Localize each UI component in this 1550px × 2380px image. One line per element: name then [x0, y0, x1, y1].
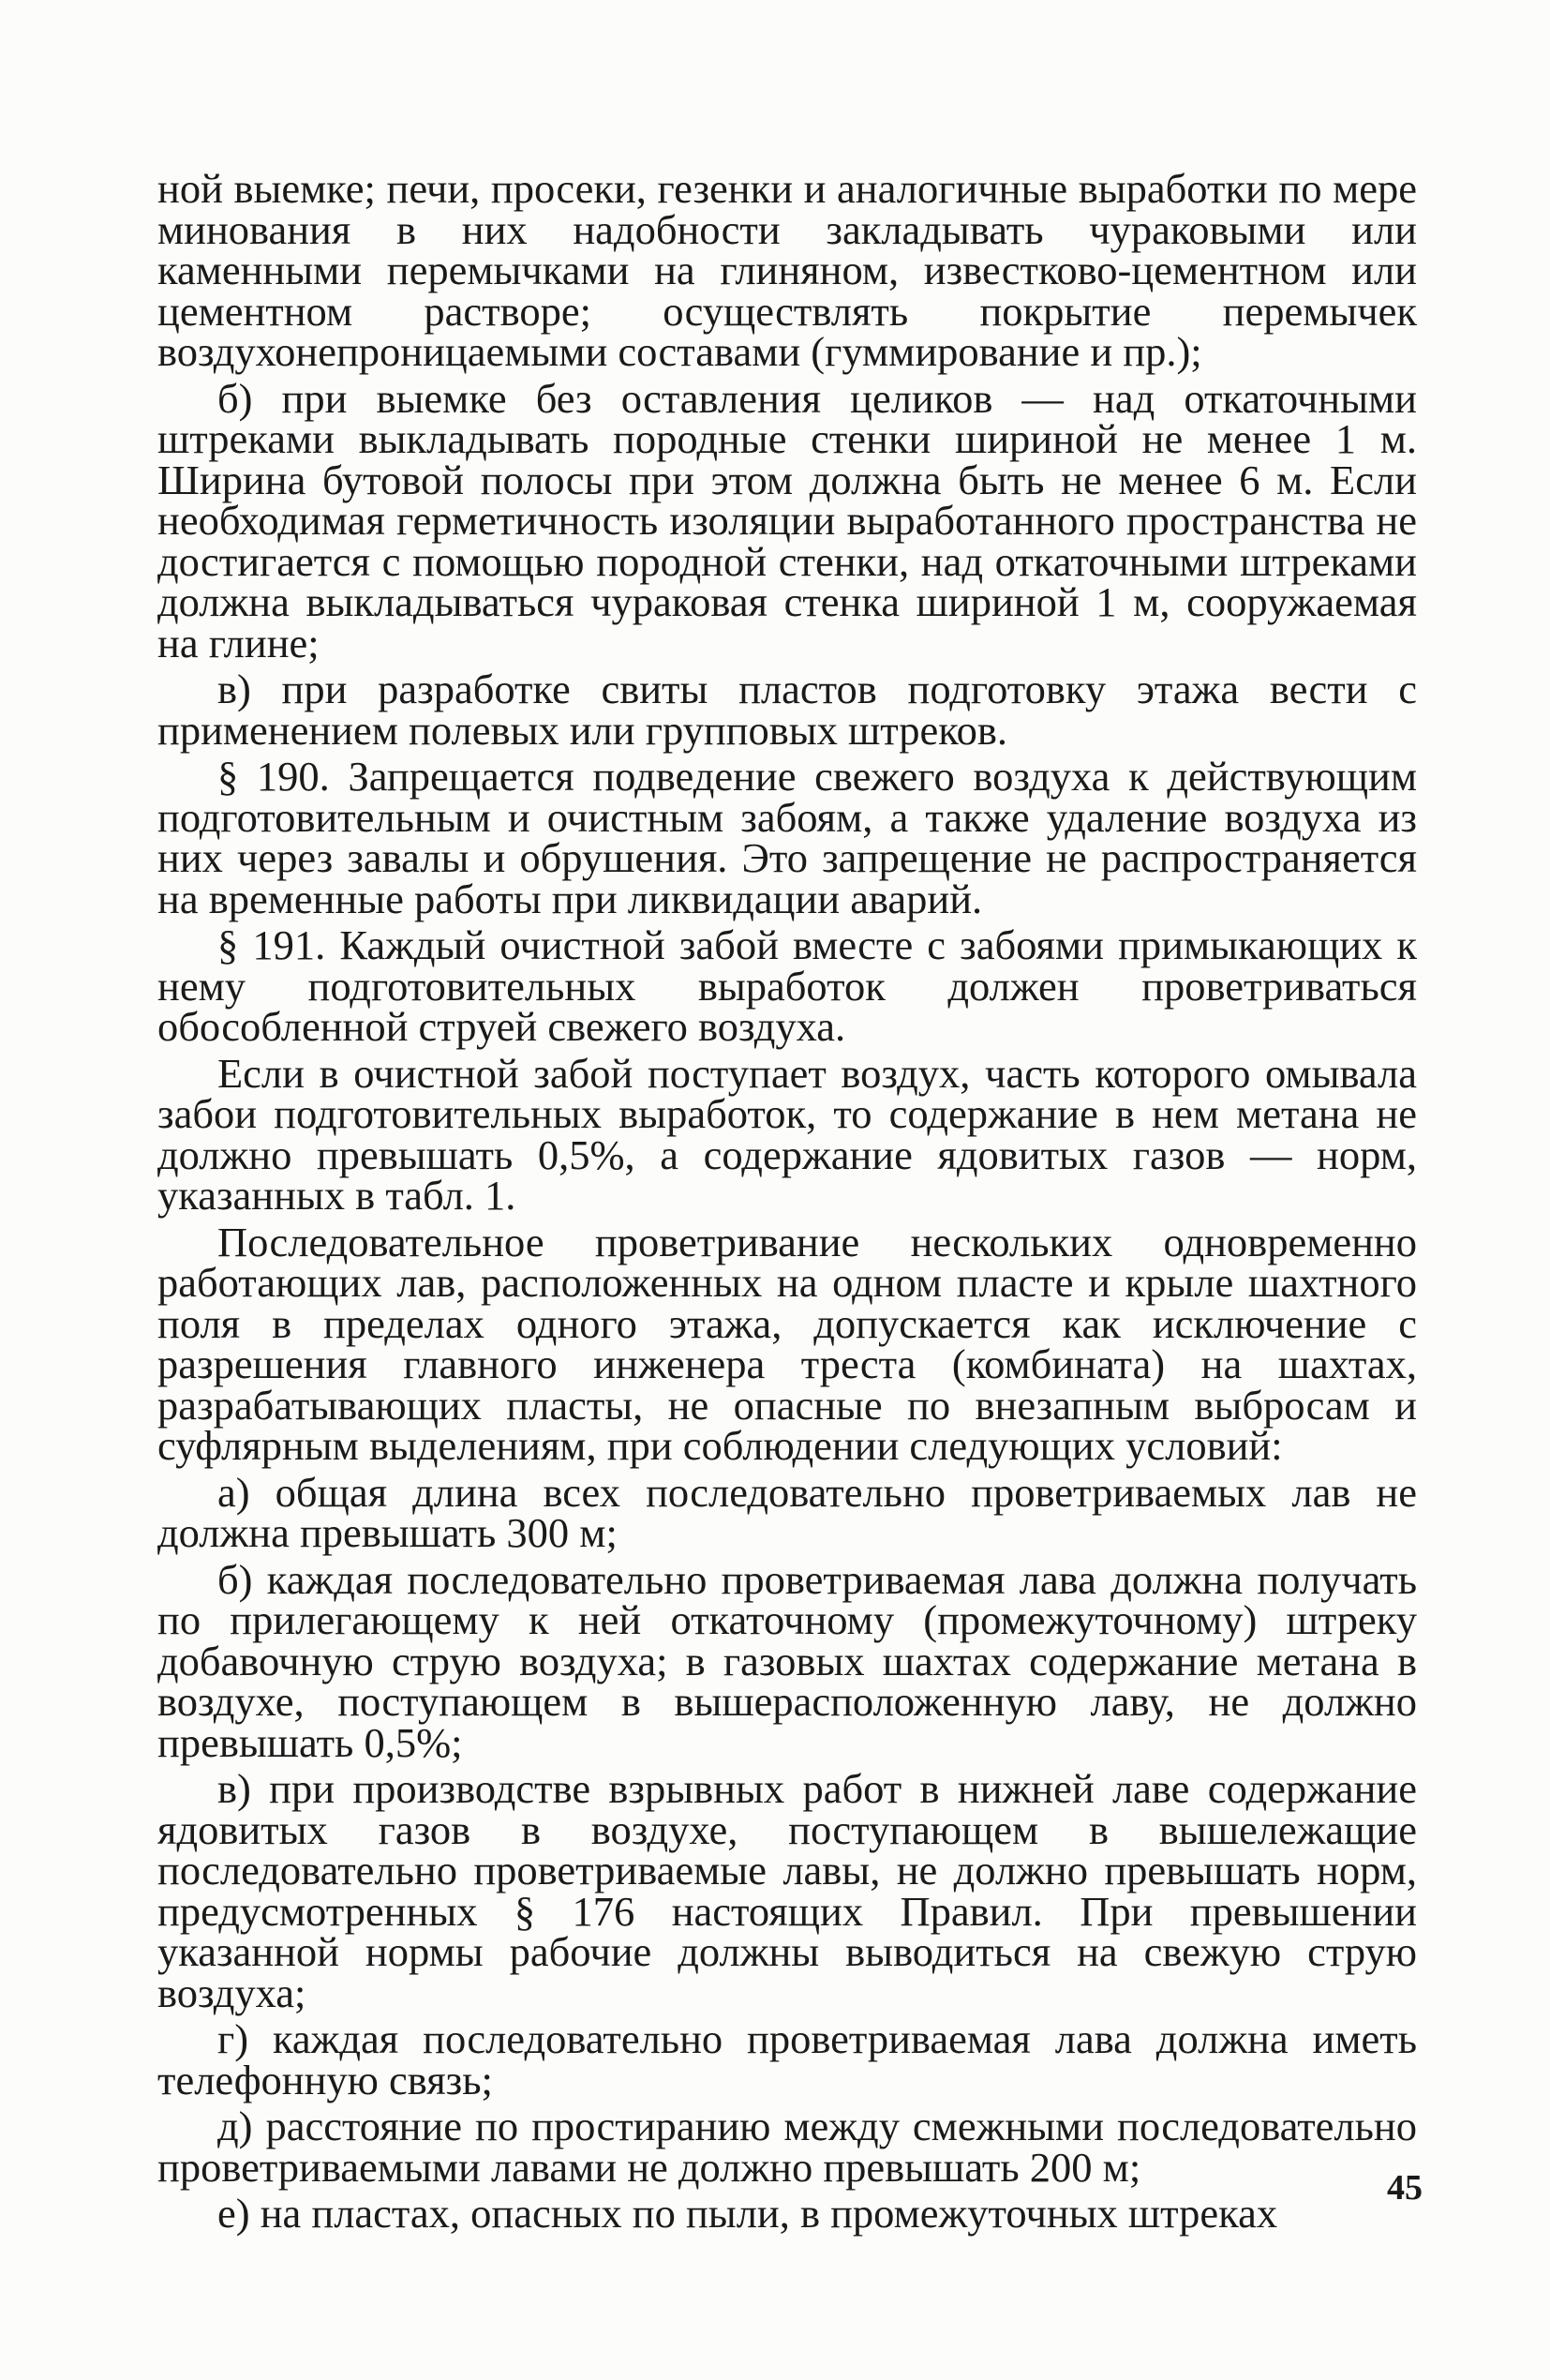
- page-number: 45: [1387, 2168, 1423, 2208]
- paragraph-condition-g: г) каждая последовательно проветриваемая лава должна иметь телефонную связь;: [157, 2015, 1417, 2103]
- paragraph-item-b: б) при выемке без оставления целиков — над откаточными штреками выкладывать породные стенки шириной не менее 1 м. Ширина бутовой полосы при этом должна быть не менее 6 м. Если необходимая герметичность изоляции выработанного пространства не достигается с помощью породной стенки, над откаточными штреками должна выкладываться чураковая стенка шириной 1 м, сооружаемая на глине;: [157, 374, 1417, 666]
- paragraph-item-v: в) при разработке свиты пластов подготовку этажа вести с применением полевых или групповых штреков.: [157, 666, 1417, 754]
- paragraph-methane-limit: Если в очистной забой поступает воздух, часть которого омывала забои подготовительных выработок, то содержание в нем метана не должно превышать 0,5%, а содержание ядовитых газов — норм, указанных в табл. 1.: [157, 1049, 1417, 1219]
- paragraph-continuation: ной выемке; печи, просеки, гезенки и аналогичные выработки по мере минования в них надобности закладывать чураковыми или каменными перемычками на глиняном, известково-цементном или цементном растворе; осуществлять покрытие перемычек воздухонепроницаемыми составами (гуммирование и пр.);: [157, 165, 1417, 375]
- body-text: [157, 165, 1417, 2240]
- paragraph-serial-ventilation: Последовательное проветривание нескольких одновременно работающих лав, расположенных на одном пласте и крыле шахтного поля в пределах одного этажа, допускается как исключение с разрешения главного инженера треста (комбината) на шахтах, разрабатывающих пласты, не опасные по внезапным выбросам и суфлярным выделениям, при соблюдении следующих условий:: [157, 1218, 1417, 1469]
- paragraph-condition-a: а) общая длина всех последовательно проветриваемых лав не должна превышать 300 м;: [157, 1468, 1417, 1556]
- paragraph-condition-d: д) расстояние по простиранию между смежными последовательно проветриваемыми лавами не должно превышать 200 м;: [157, 2103, 1417, 2191]
- paragraph-condition-e: е) на пластах, опасных по пыли, в промежуточных штреках: [217, 2190, 1278, 2237]
- paragraph-condition-v: в) при производстве взрывных работ в нижней лаве содержание ядовитых газов в воздухе, поступающем в вышележащие последовательно проветриваемые лавы, не должно превышать норм, предусмотренных § 176 настоящих Правил. При превышении указанной нормы рабочие должны выводиться на свежую струю воздуха;: [157, 1765, 1417, 2016]
- paragraph-section-191: § 191. Каждый очистной забой вместе с забоями примыкающих к нему подготовительных выработок должен проветриваться обособленной струей свежего воздуха.: [157, 921, 1417, 1050]
- paragraph-section-190: § 190. Запрещается подведение свежего воздуха к действующим подготовительным и очистным забоям, а также удаление воздуха из них через завалы и обрушения. Это запрещение не распространяется на временные работы при ликвидации аварий.: [157, 753, 1417, 922]
- paragraph-condition-b: б) каждая последовательно проветриваемая лава должна получать по прилегающему к ней откаточному (промежуточному) штреку добавочную струю воздуха; в газовых шахтах содержание метана в воздухе, поступающем в вышерасположенную лаву, не должно превышать 0,5%;: [157, 1555, 1417, 1766]
